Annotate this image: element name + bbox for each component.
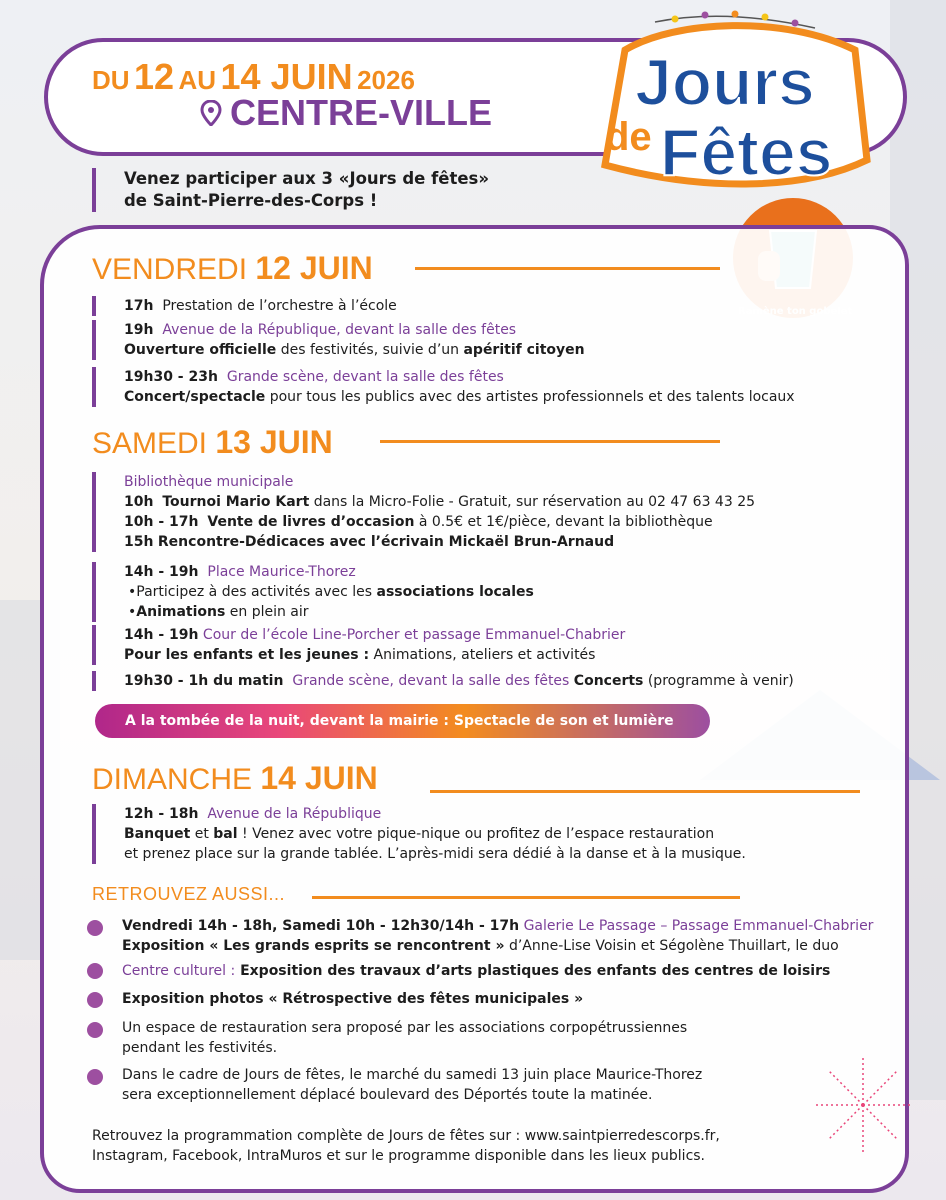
bullet-icon: • <box>128 604 137 620</box>
also-rule <box>312 896 740 899</box>
also-item-4: Un espace de restauration sera proposé par les associations corpopétrussiennes pendant les festivités. <box>122 1020 688 1056</box>
footer-text: Retrouvez la programmation complète de Jours de fêtes sur : www.saintpierredescorps.fr, Instagram, Facebook, IntraMuros et sur le programme disponible dans les lieux publics. <box>92 1128 720 1164</box>
saturday-night: 19h30 - 1h du matin Grande scène, devant la salle des fêtes Concerts (programme à venir) <box>92 671 794 691</box>
list-dot-icon <box>87 920 103 936</box>
also-title: RETROUVEZ AUSSI... <box>92 884 286 904</box>
intro-text: Venez participer aux 3 «Jours de fêtes» de Saint-Pierre-des-Corps ! <box>92 168 489 212</box>
svg-text:de: de <box>605 115 652 159</box>
svg-text:Fêtes: Fêtes <box>660 115 833 189</box>
friday-item-1: 17h Prestation de l’orchestre à l’école <box>92 296 397 316</box>
list-dot-icon <box>87 992 103 1008</box>
sound-light-banner: A la tombée de la nuit, devant la mairie : Spectacle de son et lumière <box>95 704 710 738</box>
bullet-icon: • <box>128 584 137 600</box>
sunday-item: 12h - 18h Avenue de la République Banquet et bal ! Venez avec votre pique-nique ou profitez de l’espace restauration et prenez place sur la grande tablée. L’après-midi sera dédié à la danse et à la musique. <box>92 804 746 864</box>
friday-item-2: 19h Avenue de la République, devant la salle des fêtes Ouverture officielle des festivités, suivie d’un apéritif citoyen <box>92 320 585 360</box>
sunday-rule <box>430 790 860 793</box>
friday-item-3: 19h30 - 23h Grande scène, devant la salle des fêtes Concert/spectacle pour tous les publics avec des artistes professionnels et des talents locaux <box>92 367 795 407</box>
saturday-school: 14h - 19h Cour de l’école Line-Porcher et passage Emmanuel-Chabrier Pour les enfants et les jeunes : Animations, ateliers et activités <box>92 625 625 665</box>
also-item-3: Exposition photos « Rétrospective des fêtes municipales » <box>122 991 584 1007</box>
sunday-title: DIMANCHE 14 JUIN <box>92 760 378 796</box>
saturday-rule <box>380 440 720 443</box>
event-location: CENTRE-VILLE <box>200 92 492 134</box>
saturday-library: Bibliothèque municipale 10h Tournoi Mario Kart dans la Micro-Folie - Gratuit, sur réservation au 02 47 63 43 25 10h - 17h Vente de livres d’occasion à 0.5€ et 1€/pièce, devant la bibliothèque 15h Rencontre-Dédicaces avec l’écrivain Mickaël Brun-Arnaud <box>92 472 755 552</box>
event-dates: DU 12 AU 14 JUIN 2026 <box>92 56 415 97</box>
also-item-5: Dans le cadre de Jours de fêtes, le marché du samedi 13 juin place Maurice-Thorez sera exceptionnellement déplacé boulevard des Déportés toute la matinée. <box>122 1067 703 1103</box>
also-item-2: Centre culturel : Exposition des travaux d’arts plastiques des enfants des centres de loisirs <box>122 963 831 979</box>
jours-de-fetes-logo <box>585 10 875 195</box>
list-dot-icon <box>87 1069 103 1085</box>
firework-icon <box>808 1050 918 1160</box>
saturday-thorez: 14h - 19h Place Maurice-Thorez •Participez à des activités avec les associations locales •Animations en plein air <box>92 562 534 622</box>
also-item-1: Vendredi 14h - 18h, Samedi 10h - 12h30/14h - 17h Galerie Le Passage – Passage Emmanuel-Chabrier Exposition « Les grands esprits se rencontrent » d’Anne-Lise Voisin et Ségolène Thuillart, le duo <box>122 918 874 954</box>
list-dot-icon <box>87 963 103 979</box>
saturday-title: SAMEDI 13 JUIN <box>92 424 333 460</box>
friday-title: VENDREDI 12 JUIN <box>92 250 373 286</box>
friday-rule <box>415 267 720 270</box>
svg-text:Jours: Jours <box>635 45 815 119</box>
list-dot-icon <box>87 1022 103 1038</box>
map-pin-icon <box>200 100 222 126</box>
